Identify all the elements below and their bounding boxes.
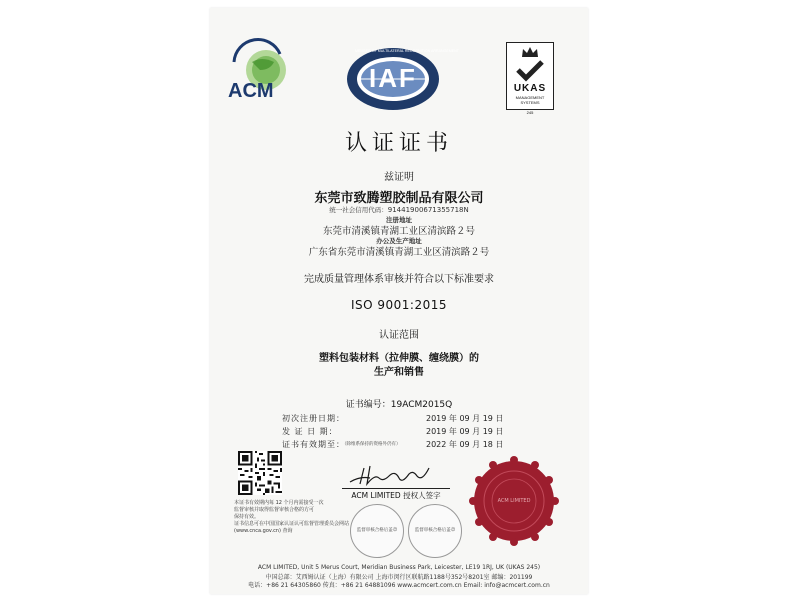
valid-date-value: 2022 年 09 月 18 日	[426, 440, 504, 449]
stamp-1-text: 监督审核合格后盖章	[356, 528, 398, 533]
ukas-logo	[506, 42, 554, 116]
office-address: 广东省东莞市清溪镇青湖工业区清滨路２号	[308, 247, 490, 258]
issue-date-label: 发 证 日 期：	[282, 427, 338, 436]
note-line-3: 保持有效。	[234, 514, 260, 520]
iso-standard: ISO 9001:2015	[350, 298, 448, 312]
crown-icon	[521, 46, 539, 58]
scope-line-2: 生产和销售	[374, 367, 424, 378]
certificate-subtitle: 兹证明	[384, 172, 414, 183]
acm-logo	[222, 40, 294, 106]
signer-text: ACM LIMITED 授权人签字	[351, 491, 441, 500]
footer-line-1: ACM LIMITED, Unit 5 Merus Court, Meridian Business Park, Leicester, LE19 1RJ, UK (UKAS 245)	[257, 564, 541, 571]
certificate-number-row	[210, 397, 588, 410]
signature-line	[342, 488, 450, 489]
checkmark-icon	[515, 59, 545, 81]
surveillance-stamp-1	[350, 504, 404, 558]
standard-statement: 完成质量管理体系审核并符合以下标准要求	[304, 274, 494, 285]
valid-date-label: 证书有效期至：	[282, 440, 345, 449]
issue-date-value: 2019 年 09 月 19 日	[426, 427, 504, 436]
stamp-2-text: 监督审核合格后盖章	[414, 528, 456, 533]
note-line-4: 证书信息可在中国国家认证认可监督管理委员会网站	[234, 521, 350, 527]
company-name: 东莞市致腾塑胶制品有限公司	[314, 191, 484, 206]
footer-line-2: 中国总部：艾西姆认证（上海）有限公司 上海市闵行区联航路1188号352号8201室 邮编：201199	[265, 574, 533, 581]
footer-line-3: 电话：+86 21 64305860 传真：+86 21 64881096 www.acmcert.com.cn Email: info@acmcert.com.cn	[248, 582, 550, 589]
iaf-logo	[345, 46, 459, 112]
note-line-2: 监督审核并取得监督审核合格的方可	[234, 507, 315, 513]
credit-code-row	[210, 205, 588, 214]
certificate-title: 认证证书	[344, 131, 453, 156]
scope-title: 认证范围	[379, 330, 419, 341]
credit-code-value: 91441900671355718N	[387, 206, 469, 214]
surveillance-stamp-2	[408, 504, 462, 558]
credit-code-label: 统一社会信用代码：	[329, 206, 388, 214]
qr-code-icon	[238, 451, 282, 495]
ukas-sub2: SYSTEMS	[520, 100, 540, 105]
valid-date-note: （除维系保持的资格外仍有）	[342, 442, 401, 447]
initial-date-value: 2019 年 09 月 19 日	[426, 414, 504, 423]
certificate-page	[210, 8, 588, 594]
acm-text: ACM	[228, 80, 274, 102]
signature-image	[346, 460, 446, 488]
reg-address-label: 注册地址	[386, 216, 412, 224]
reg-address: 东莞市清溪镇青湖工业区清滨路２号	[322, 226, 475, 237]
office-address-label: 办公及生产地址	[376, 237, 422, 245]
notes-block	[234, 500, 349, 535]
ukas-text: UKAS	[513, 83, 547, 94]
note-line-1: 本证书有效期内每 12 个月内需接受一次	[234, 500, 324, 506]
initial-date-label: 初次注册日期：	[282, 414, 345, 423]
note-line-5: (www.cnca.gov.cn) 查询	[234, 528, 293, 534]
iaf-text: IAF	[369, 63, 417, 93]
iaf-ring-text: MEMBER OF MULTILATERAL RECOGNITION ARRANGEMENT	[355, 49, 459, 53]
ukas-sub1: MANAGEMENT	[515, 95, 545, 100]
scope-line-1: 塑料包装材料（拉伸膜、缠绕膜）的	[319, 353, 479, 364]
certificate-number-label: 证书编号：	[345, 400, 391, 410]
seal-text: ACM LIMITED	[497, 498, 531, 504]
ukas-number: 245	[526, 110, 534, 115]
certificate-number: 19ACM2015Q	[390, 400, 453, 410]
